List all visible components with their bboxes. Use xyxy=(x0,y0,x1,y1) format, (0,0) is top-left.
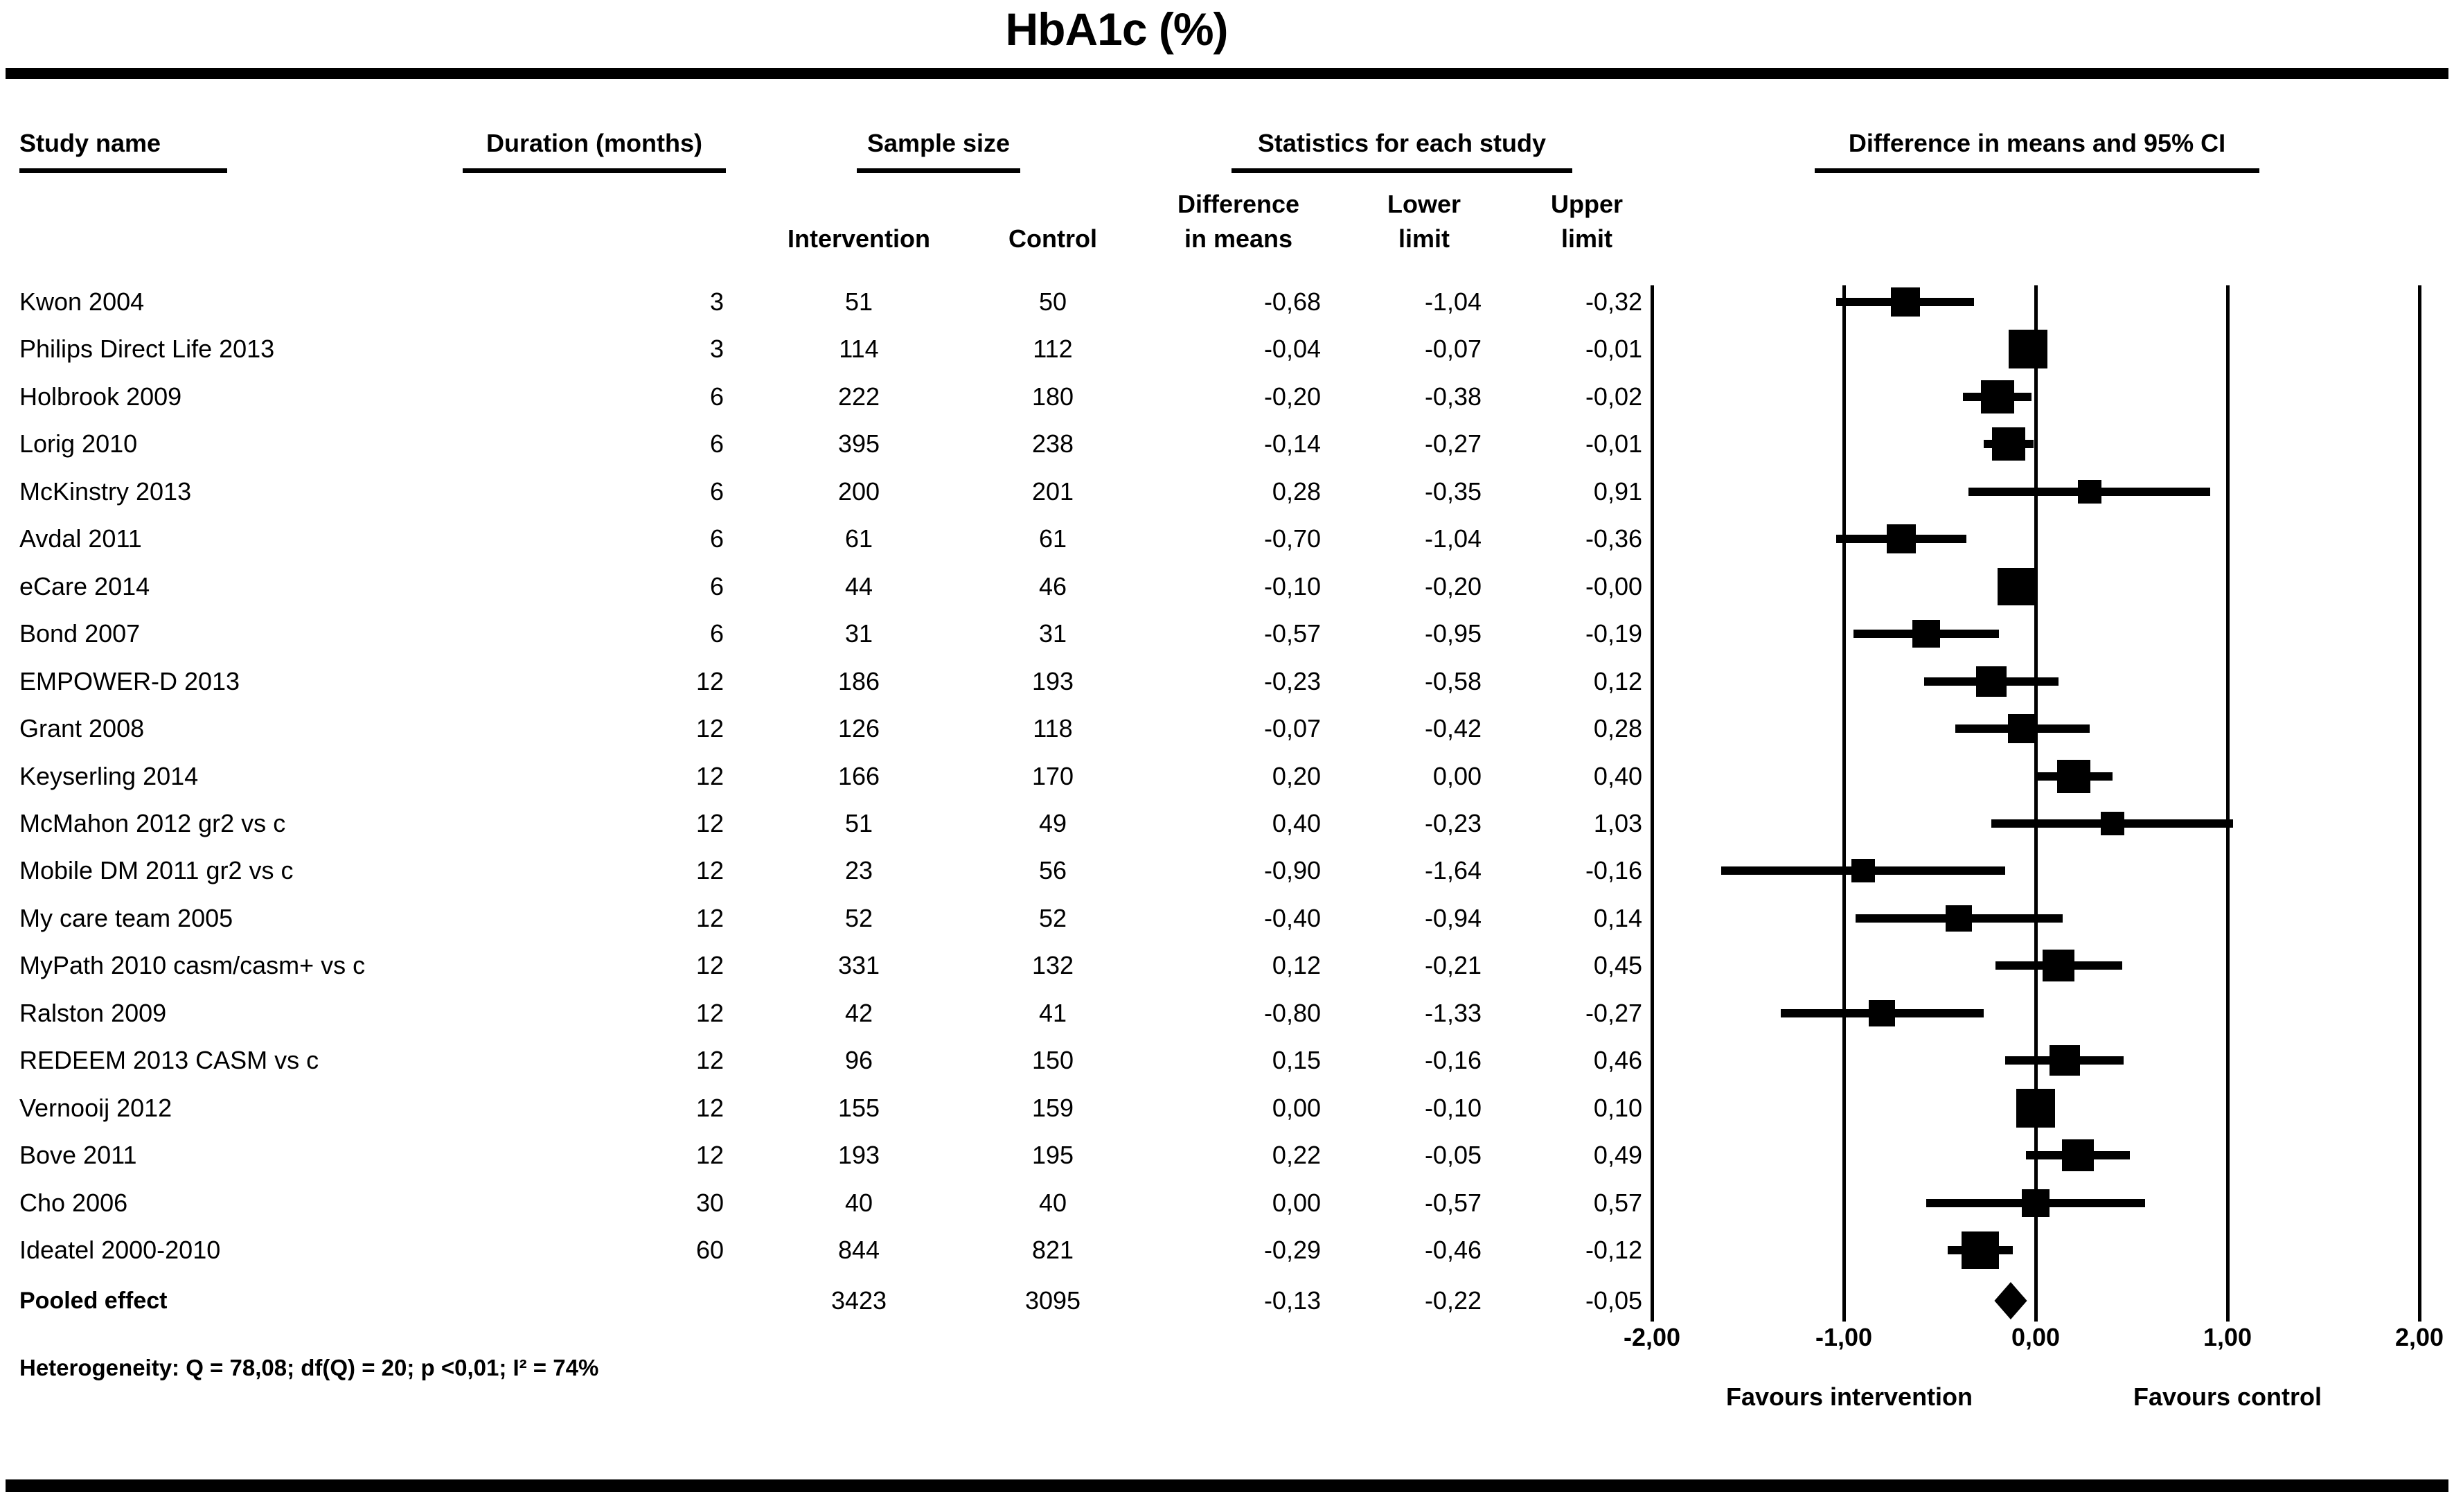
diff-in-means-value: -0,13 xyxy=(1263,1286,1321,1315)
upper-limit-value: 0,45 xyxy=(1593,951,1642,980)
diff-in-means-value: 0,12 xyxy=(1272,951,1321,980)
upper-limit-value: 1,03 xyxy=(1593,808,1642,837)
control-n: 46 xyxy=(1038,571,1067,601)
lower-limit-value: -0,27 xyxy=(1424,429,1482,459)
study-name: Holbrook 2009 xyxy=(19,382,182,411)
upper-limit-value: 0,46 xyxy=(1593,1046,1642,1075)
duration-value: 6 xyxy=(709,524,724,553)
favours-control-label: Favours control xyxy=(2133,1382,2322,1411)
control-n: 31 xyxy=(1038,619,1067,648)
diff-in-means-value: -0,29 xyxy=(1263,1236,1321,1264)
intervention-n: 331 xyxy=(837,951,880,980)
duration-value: 12 xyxy=(695,903,724,932)
intervention-n: 51 xyxy=(844,808,873,837)
point-estimate-square xyxy=(1912,620,1940,648)
axis-tick-label: -1,00 xyxy=(1815,1323,1873,1351)
duration-value: 12 xyxy=(695,856,724,885)
favours-intervention-label: Favours intervention xyxy=(1725,1382,1973,1411)
duration-value: 6 xyxy=(709,571,724,601)
control-n: 132 xyxy=(1031,951,1074,980)
duration-value: 3 xyxy=(709,287,724,316)
diff-in-means-value: 0,20 xyxy=(1272,761,1321,790)
top-rule xyxy=(6,68,2448,79)
duration-value: 30 xyxy=(695,1188,724,1217)
control-n: 170 xyxy=(1031,761,1074,790)
upper-limit-value: 0,28 xyxy=(1593,714,1642,743)
upper-limit-value: -0,05 xyxy=(1585,1286,1642,1315)
intervention-n: 114 xyxy=(839,335,879,364)
intervention-n: 395 xyxy=(837,429,880,459)
study-name: Mobile DM 2011 gr2 vs c xyxy=(19,856,294,885)
intervention-n: 42 xyxy=(844,998,873,1027)
subheader-upper-line1: Upper xyxy=(1550,190,1623,218)
axis-tick-label: 2,00 xyxy=(2394,1323,2444,1351)
control-n: 61 xyxy=(1038,524,1067,553)
lower-limit-value: 0,00 xyxy=(1432,761,1482,790)
diff-in-means-value: -0,07 xyxy=(1263,714,1321,743)
control-n: 49 xyxy=(1038,808,1067,837)
point-estimate-square xyxy=(1891,287,1920,317)
lower-limit-value: -0,58 xyxy=(1424,666,1482,695)
lower-limit-value: -0,42 xyxy=(1424,714,1482,743)
subheader-intervention: Intervention xyxy=(787,224,930,253)
diff-in-means-value: 0,00 xyxy=(1272,1188,1321,1217)
subheader-difference-line2: in means xyxy=(1184,224,1293,253)
point-estimate-square xyxy=(2050,1045,2080,1076)
diff-in-means-value: -0,40 xyxy=(1263,903,1321,932)
lower-limit-value: -0,05 xyxy=(1424,1141,1482,1170)
lower-limit-value: -1,33 xyxy=(1424,998,1482,1027)
point-estimate-square xyxy=(2057,760,2090,793)
point-estimate-square xyxy=(2078,480,2101,504)
study-name: EMPOWER-D 2013 xyxy=(19,666,240,695)
upper-limit-value: -0,12 xyxy=(1585,1236,1642,1264)
point-estimate-square xyxy=(1869,1000,1895,1026)
axis-tick-label: 1,00 xyxy=(2203,1323,2252,1351)
control-n: 150 xyxy=(1031,1046,1074,1075)
study-name: Avdal 2011 xyxy=(19,524,142,553)
subheader-lower-line1: Lower xyxy=(1387,190,1461,218)
point-estimate-square xyxy=(1998,568,2035,605)
diff-in-means-value: -0,04 xyxy=(1263,335,1321,364)
point-estimate-square xyxy=(1976,666,2007,697)
column-header-duration: Duration (months) xyxy=(463,127,726,173)
diff-in-means-value: 0,40 xyxy=(1272,808,1321,837)
diff-in-means-value: -0,68 xyxy=(1263,287,1321,316)
control-n: 193 xyxy=(1031,666,1074,695)
duration-value: 6 xyxy=(709,382,724,411)
diff-in-means-value: 0,22 xyxy=(1272,1141,1321,1170)
point-estimate-square xyxy=(2062,1139,2094,1171)
point-estimate-square xyxy=(2009,330,2047,368)
intervention-n: 96 xyxy=(844,1046,873,1075)
lower-limit-value: -0,07 xyxy=(1424,335,1482,364)
control-n: 159 xyxy=(1031,1093,1074,1122)
study-name: Bove 2011 xyxy=(19,1141,137,1170)
control-n: 56 xyxy=(1038,856,1067,885)
study-name: Ralston 2009 xyxy=(19,998,167,1027)
point-estimate-square xyxy=(1992,427,2025,461)
duration-value: 12 xyxy=(695,1093,724,1122)
diff-in-means-value: -0,20 xyxy=(1263,382,1321,411)
upper-limit-value: -0,36 xyxy=(1585,524,1642,553)
duration-value: 12 xyxy=(695,666,724,695)
study-name: Cho 2006 xyxy=(19,1188,128,1217)
control-n: 180 xyxy=(1031,382,1074,411)
column-header-study-name: Study name xyxy=(19,127,227,173)
control-n: 3095 xyxy=(1024,1286,1081,1315)
diff-in-means-value: -0,90 xyxy=(1263,856,1321,885)
point-estimate-square xyxy=(1981,380,2014,413)
study-name: Philips Direct Life 2013 xyxy=(19,335,275,364)
point-estimate-square xyxy=(2022,1189,2050,1217)
lower-limit-value: -1,64 xyxy=(1424,856,1482,885)
intervention-n: 23 xyxy=(844,856,873,885)
control-n: 821 xyxy=(1031,1236,1074,1264)
upper-limit-value: 0,40 xyxy=(1593,761,1642,790)
point-estimate-square xyxy=(1946,905,1972,932)
heterogeneity-note: Heterogeneity: Q = 78,08; df(Q) = 20; p <0,01; I² = 74% xyxy=(19,1355,599,1380)
intervention-n: 61 xyxy=(844,524,873,553)
diff-in-means-value: -0,70 xyxy=(1263,524,1321,553)
axis-line--1,00 xyxy=(1842,285,1846,1322)
control-n: 41 xyxy=(1038,998,1067,1027)
subheader-control: Control xyxy=(1008,224,1097,253)
lower-limit-value: -0,10 xyxy=(1424,1093,1482,1122)
control-n: 201 xyxy=(1031,477,1074,506)
lower-limit-value: -0,22 xyxy=(1424,1286,1482,1315)
point-estimate-square xyxy=(1962,1231,1999,1269)
lower-limit-value: -0,38 xyxy=(1424,382,1482,411)
duration-value: 12 xyxy=(695,998,724,1027)
duration-value: 3 xyxy=(709,335,724,364)
study-name: McKinstry 2013 xyxy=(19,477,192,506)
study-name: eCare 2014 xyxy=(19,571,150,601)
column-header-ci: Difference in means and 95% CI xyxy=(1815,127,2259,173)
point-estimate-square xyxy=(2043,950,2074,981)
bottom-rule xyxy=(6,1479,2448,1492)
control-n: 40 xyxy=(1038,1188,1067,1217)
study-name: Ideatel 2000-2010 xyxy=(19,1236,221,1264)
study-name: REDEEM 2013 CASM vs c xyxy=(19,1046,319,1075)
study-name: McMahon 2012 gr2 vs c xyxy=(19,808,286,837)
intervention-n: 52 xyxy=(844,903,873,932)
study-name: Bond 2007 xyxy=(19,619,141,648)
study-name: My care team 2005 xyxy=(19,903,233,932)
point-estimate-square xyxy=(2016,1089,2055,1128)
lower-limit-value: -0,46 xyxy=(1424,1236,1482,1264)
study-name: Pooled effect xyxy=(19,1288,168,1314)
intervention-n: 155 xyxy=(837,1093,880,1122)
diff-in-means-value: -0,10 xyxy=(1263,571,1321,601)
upper-limit-value: -0,02 xyxy=(1585,382,1642,411)
intervention-n: 44 xyxy=(844,571,873,601)
duration-value: 12 xyxy=(695,761,724,790)
upper-limit-value: 0,91 xyxy=(1593,477,1642,506)
duration-value: 6 xyxy=(709,429,724,459)
diff-in-means-value: -0,14 xyxy=(1263,429,1321,459)
upper-limit-value: 0,10 xyxy=(1593,1093,1642,1122)
upper-limit-value: -0,01 xyxy=(1585,429,1642,459)
upper-limit-value: -0,01 xyxy=(1585,335,1642,364)
diff-in-means-value: 0,00 xyxy=(1272,1093,1321,1122)
study-name: Grant 2008 xyxy=(19,714,145,743)
lower-limit-value: -0,94 xyxy=(1424,903,1482,932)
upper-limit-value: -0,16 xyxy=(1585,856,1642,885)
lower-limit-value: -0,16 xyxy=(1424,1046,1482,1075)
axis-line-2,00 xyxy=(2418,285,2421,1322)
upper-limit-value: 0,49 xyxy=(1593,1141,1642,1170)
control-n: 50 xyxy=(1038,287,1067,316)
control-n: 118 xyxy=(1033,714,1073,743)
duration-value: 12 xyxy=(695,951,724,980)
lower-limit-value: -0,20 xyxy=(1424,571,1482,601)
intervention-n: 3423 xyxy=(830,1286,887,1315)
study-name: Vernooij 2012 xyxy=(19,1093,172,1122)
duration-value: 12 xyxy=(695,1046,724,1075)
control-n: 52 xyxy=(1038,903,1067,932)
intervention-n: 193 xyxy=(837,1141,880,1170)
point-estimate-square xyxy=(2101,812,2124,835)
lower-limit-value: -0,57 xyxy=(1424,1188,1482,1217)
pooled-effect-diamond xyxy=(1994,1282,2027,1319)
intervention-n: 166 xyxy=(837,761,880,790)
subheader-upper-line2: limit xyxy=(1561,224,1612,253)
upper-limit-value: -0,32 xyxy=(1585,287,1642,316)
upper-limit-value: -0,19 xyxy=(1585,619,1642,648)
duration-value: 6 xyxy=(709,619,724,648)
lower-limit-value: -0,23 xyxy=(1424,808,1482,837)
duration-value: 60 xyxy=(695,1236,724,1264)
intervention-n: 186 xyxy=(837,666,880,695)
column-header-statistics: Statistics for each study xyxy=(1232,127,1572,173)
axis-line-1,00 xyxy=(2226,285,2230,1322)
figure-title: HbA1c (%) xyxy=(1005,3,1228,55)
duration-value xyxy=(585,1285,724,1317)
study-name: MyPath 2010 casm/casm+ vs c xyxy=(19,951,366,980)
diff-in-means-value: 0,28 xyxy=(1272,477,1321,506)
upper-limit-value: -0,27 xyxy=(1585,998,1642,1027)
upper-limit-value: 0,12 xyxy=(1593,666,1642,695)
study-name: Kwon 2004 xyxy=(19,287,145,316)
upper-limit-value: 0,57 xyxy=(1593,1188,1642,1217)
lower-limit-value: -1,04 xyxy=(1424,524,1482,553)
diff-in-means-value: -0,57 xyxy=(1263,619,1321,648)
axis-line-0,00 xyxy=(2034,285,2038,1322)
point-estimate-square xyxy=(1887,524,1916,553)
control-n: 195 xyxy=(1031,1141,1074,1170)
intervention-n: 222 xyxy=(837,382,880,411)
subheader-lower-line2: limit xyxy=(1398,224,1450,253)
column-header-sample-size: Sample size xyxy=(857,127,1020,173)
duration-value: 12 xyxy=(695,1141,724,1170)
lower-limit-value: -0,21 xyxy=(1424,951,1482,980)
lower-limit-value: -0,35 xyxy=(1424,477,1482,506)
axis-tick-label: -2,00 xyxy=(1623,1323,1681,1351)
intervention-n: 51 xyxy=(844,287,873,316)
intervention-n: 31 xyxy=(844,619,873,648)
intervention-n: 126 xyxy=(837,714,880,743)
intervention-n: 200 xyxy=(837,477,880,506)
duration-value: 6 xyxy=(709,477,724,506)
intervention-n: 40 xyxy=(844,1188,873,1217)
study-name: Keyserling 2014 xyxy=(19,761,199,790)
study-name: Lorig 2010 xyxy=(19,429,138,459)
upper-limit-value: -0,00 xyxy=(1585,571,1642,601)
diff-in-means-value: -0,80 xyxy=(1263,998,1321,1027)
control-n: 112 xyxy=(1033,335,1073,364)
axis-tick-label: 0,00 xyxy=(2011,1323,2061,1351)
point-estimate-square xyxy=(1851,859,1875,882)
control-n: 238 xyxy=(1031,429,1074,459)
diff-in-means-value: 0,15 xyxy=(1272,1046,1321,1075)
duration-value: 12 xyxy=(695,808,724,837)
subheader-difference-line1: Difference xyxy=(1177,190,1300,218)
axis-line--2,00 xyxy=(1651,285,1654,1322)
intervention-n: 844 xyxy=(837,1236,880,1264)
lower-limit-value: -0,95 xyxy=(1424,619,1482,648)
upper-limit-value: 0,14 xyxy=(1593,903,1642,932)
duration-value: 12 xyxy=(695,714,724,743)
diff-in-means-value: -0,23 xyxy=(1263,666,1321,695)
point-estimate-square xyxy=(2008,714,2037,743)
lower-limit-value: -1,04 xyxy=(1424,287,1482,316)
